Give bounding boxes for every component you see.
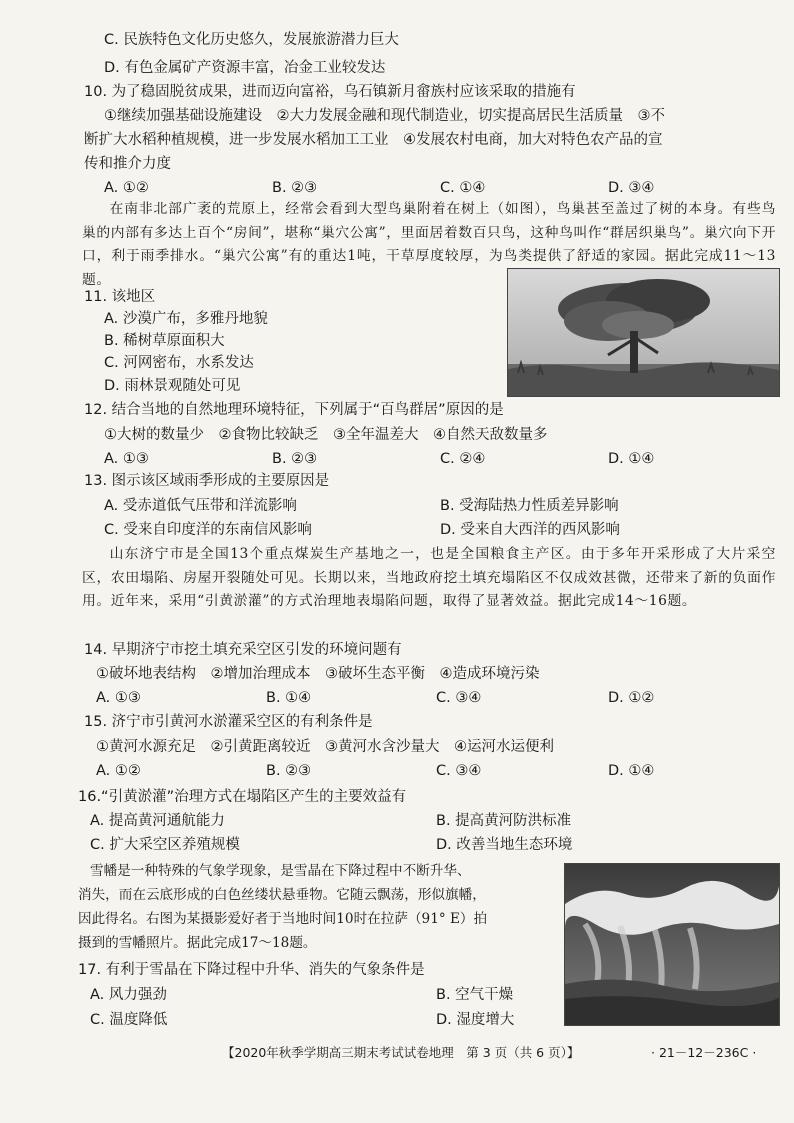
q10-line3: 传和推介力度 — [84, 156, 171, 172]
tree-nest-photo — [507, 268, 780, 397]
q11-option-c: C. 河网密布，水系发达 — [104, 355, 254, 371]
virga-cloud-photo — [564, 863, 780, 1026]
q16-option-d: D. 改善当地生态环境 — [436, 837, 573, 853]
passage-virga-line2: 消失，而在云底形成的白色丝缕状悬垂物。它随云飘荡，形似旗幡， — [78, 887, 486, 903]
q17-stem: 17. 有利于雪晶在下降过程中升华、消失的气象条件是 — [78, 962, 425, 978]
q12-option-b: B. ②③ — [272, 451, 318, 467]
q10-option-c: C. ①④ — [440, 180, 486, 196]
q14-items: ①破坏地表结构 ②增加治理成本 ③破坏生态平衡 ④造成环境污染 — [96, 666, 540, 682]
q17-option-a: A. 风力强劲 — [90, 987, 167, 1003]
q17-option-d: D. 湿度增大 — [436, 1012, 515, 1028]
q14-option-c: C. ③④ — [436, 690, 482, 706]
q13-option-b: B. 受海陆热力性质差异影响 — [440, 498, 619, 514]
q11-option-d: D. 雨林景观随处可见 — [104, 378, 241, 394]
q10-line2: 断扩大水稻种植规模，进一步发展水稻加工工业 ④发展农村电商，加大对特色农产品的宣 — [84, 132, 663, 148]
q15-option-d: D. ①④ — [608, 763, 655, 779]
passage-weaver-birds: 在南非北部广袤的荒原上，经常会看到大型鸟巢附着在树上（如图），鸟巢甚至盖过了树的本身。有些鸟巢的内部有多达上百个“房间”，堪称“巢穴公寓”，里面居着数百只鸟，这种鸟叫作“群居织巢鸟”。巢穴向下开口，利于雨季排水。“巢穴公寓”有的重达1吨，干草厚度较厚，为鸟类提供了舒适的家园。据此完成11～13题。 — [82, 201, 776, 288]
q10-option-d: D. ③④ — [608, 180, 655, 196]
q11-option-b: B. 稀树草原面积大 — [104, 333, 225, 349]
passage-virga-line3: 因此得名。右图为某摄影爱好者于当地时间10时在拉萨（91° E）拍 — [78, 911, 488, 927]
q9-option-d: D. 有色金属矿产资源丰富，冶金工业较发达 — [104, 60, 386, 76]
q15-option-c: C. ③④ — [436, 763, 482, 779]
q17-option-c: C. 温度降低 — [90, 1012, 168, 1028]
q15-option-a: A. ①② — [96, 763, 141, 779]
q14-stem: 14. 早期济宁市挖土填充采空区引发的环境问题有 — [84, 642, 402, 658]
q15-stem: 15. 济宁市引黄河水淤灌采空区的有利条件是 — [84, 714, 373, 730]
passage-virga-line4: 摄到的雪幡照片。据此完成17～18题。 — [78, 935, 317, 951]
q12-items: ①大树的数量少 ②食物比较缺乏 ③全年温差大 ④自然天敌数量多 — [104, 427, 548, 443]
q10-line1: ①继续加强基础设施建设 ②大力发展金融和现代制造业，切实提高居民生活质量 ③不 — [104, 108, 665, 124]
q13-option-a: A. 受赤道低气压带和洋流影响 — [104, 498, 297, 514]
q11-stem: 11. 该地区 — [84, 289, 156, 305]
q17-option-b: B. 空气干燥 — [436, 987, 514, 1003]
q14-option-d: D. ①② — [608, 690, 655, 706]
q9-option-c: C. 民族特色文化历史悠久，发展旅游潜力巨大 — [104, 32, 399, 48]
q10-option-b: B. ②③ — [272, 180, 318, 196]
q12-stem: 12. 结合当地的自然地理环境特征，下列属于“百鸟群居”原因的是 — [84, 402, 504, 418]
q12-option-d: D. ①④ — [608, 451, 655, 467]
q14-option-b: B. ①④ — [266, 690, 312, 706]
q14-option-a: A. ①③ — [96, 690, 141, 706]
q10-option-a: A. ①② — [104, 180, 149, 196]
q16-option-c: C. 扩大采空区养殖规模 — [90, 837, 240, 853]
q13-stem: 13. 图示该区域雨季形成的主要原因是 — [84, 473, 330, 489]
q16-option-b: B. 提高黄河防洪标准 — [436, 813, 572, 829]
passage-jining: 山东济宁市是全国13个重点煤炭生产基地之一，也是全国粮食主产区。由于多年开采形成了大片采空区，农田塌陷、房屋开裂随处可见。长期以来，当地政府挖土填充塌陷区不仅成效甚微，还带来了新的负面作用。近年来，采用“引黄淤灌”的方式治理地表塌陷问题，取得了显著效益。据此完成14～16题。 — [82, 546, 776, 609]
q15-items: ①黄河水源充足 ②引黄距离较近 ③黄河水含沙量大 ④运河水运便利 — [96, 739, 554, 755]
q16-stem: 16.“引黄淤灌”治理方式在塌陷区产生的主要效益有 — [78, 789, 407, 805]
q11-option-a: A. 沙漠广布，多雅丹地貌 — [104, 311, 268, 327]
q10-stem: 10. 为了稳固脱贫成果，进而迈向富裕，乌石镇新月畲族村应该采取的措施有 — [84, 84, 576, 100]
page-footer: 【2020年秋季学期高三期末考试试卷地理 第 3 页（共 6 页）】 — [222, 1045, 580, 1060]
q13-option-d: D. 受来自大西洋的西风影响 — [440, 522, 620, 538]
page-code: · 21－12－236C · — [651, 1045, 757, 1060]
q12-option-c: C. ②④ — [440, 451, 486, 467]
q16-option-a: A. 提高黄河通航能力 — [90, 813, 225, 829]
q12-option-a: A. ①③ — [104, 451, 149, 467]
q15-option-b: B. ②③ — [266, 763, 312, 779]
passage-virga-line1: 雪幡是一种特殊的气象学现象，是雪晶在下降过程中不断升华、 — [90, 863, 471, 879]
q13-option-c: C. 受来自印度洋的东南信风影响 — [104, 522, 312, 538]
